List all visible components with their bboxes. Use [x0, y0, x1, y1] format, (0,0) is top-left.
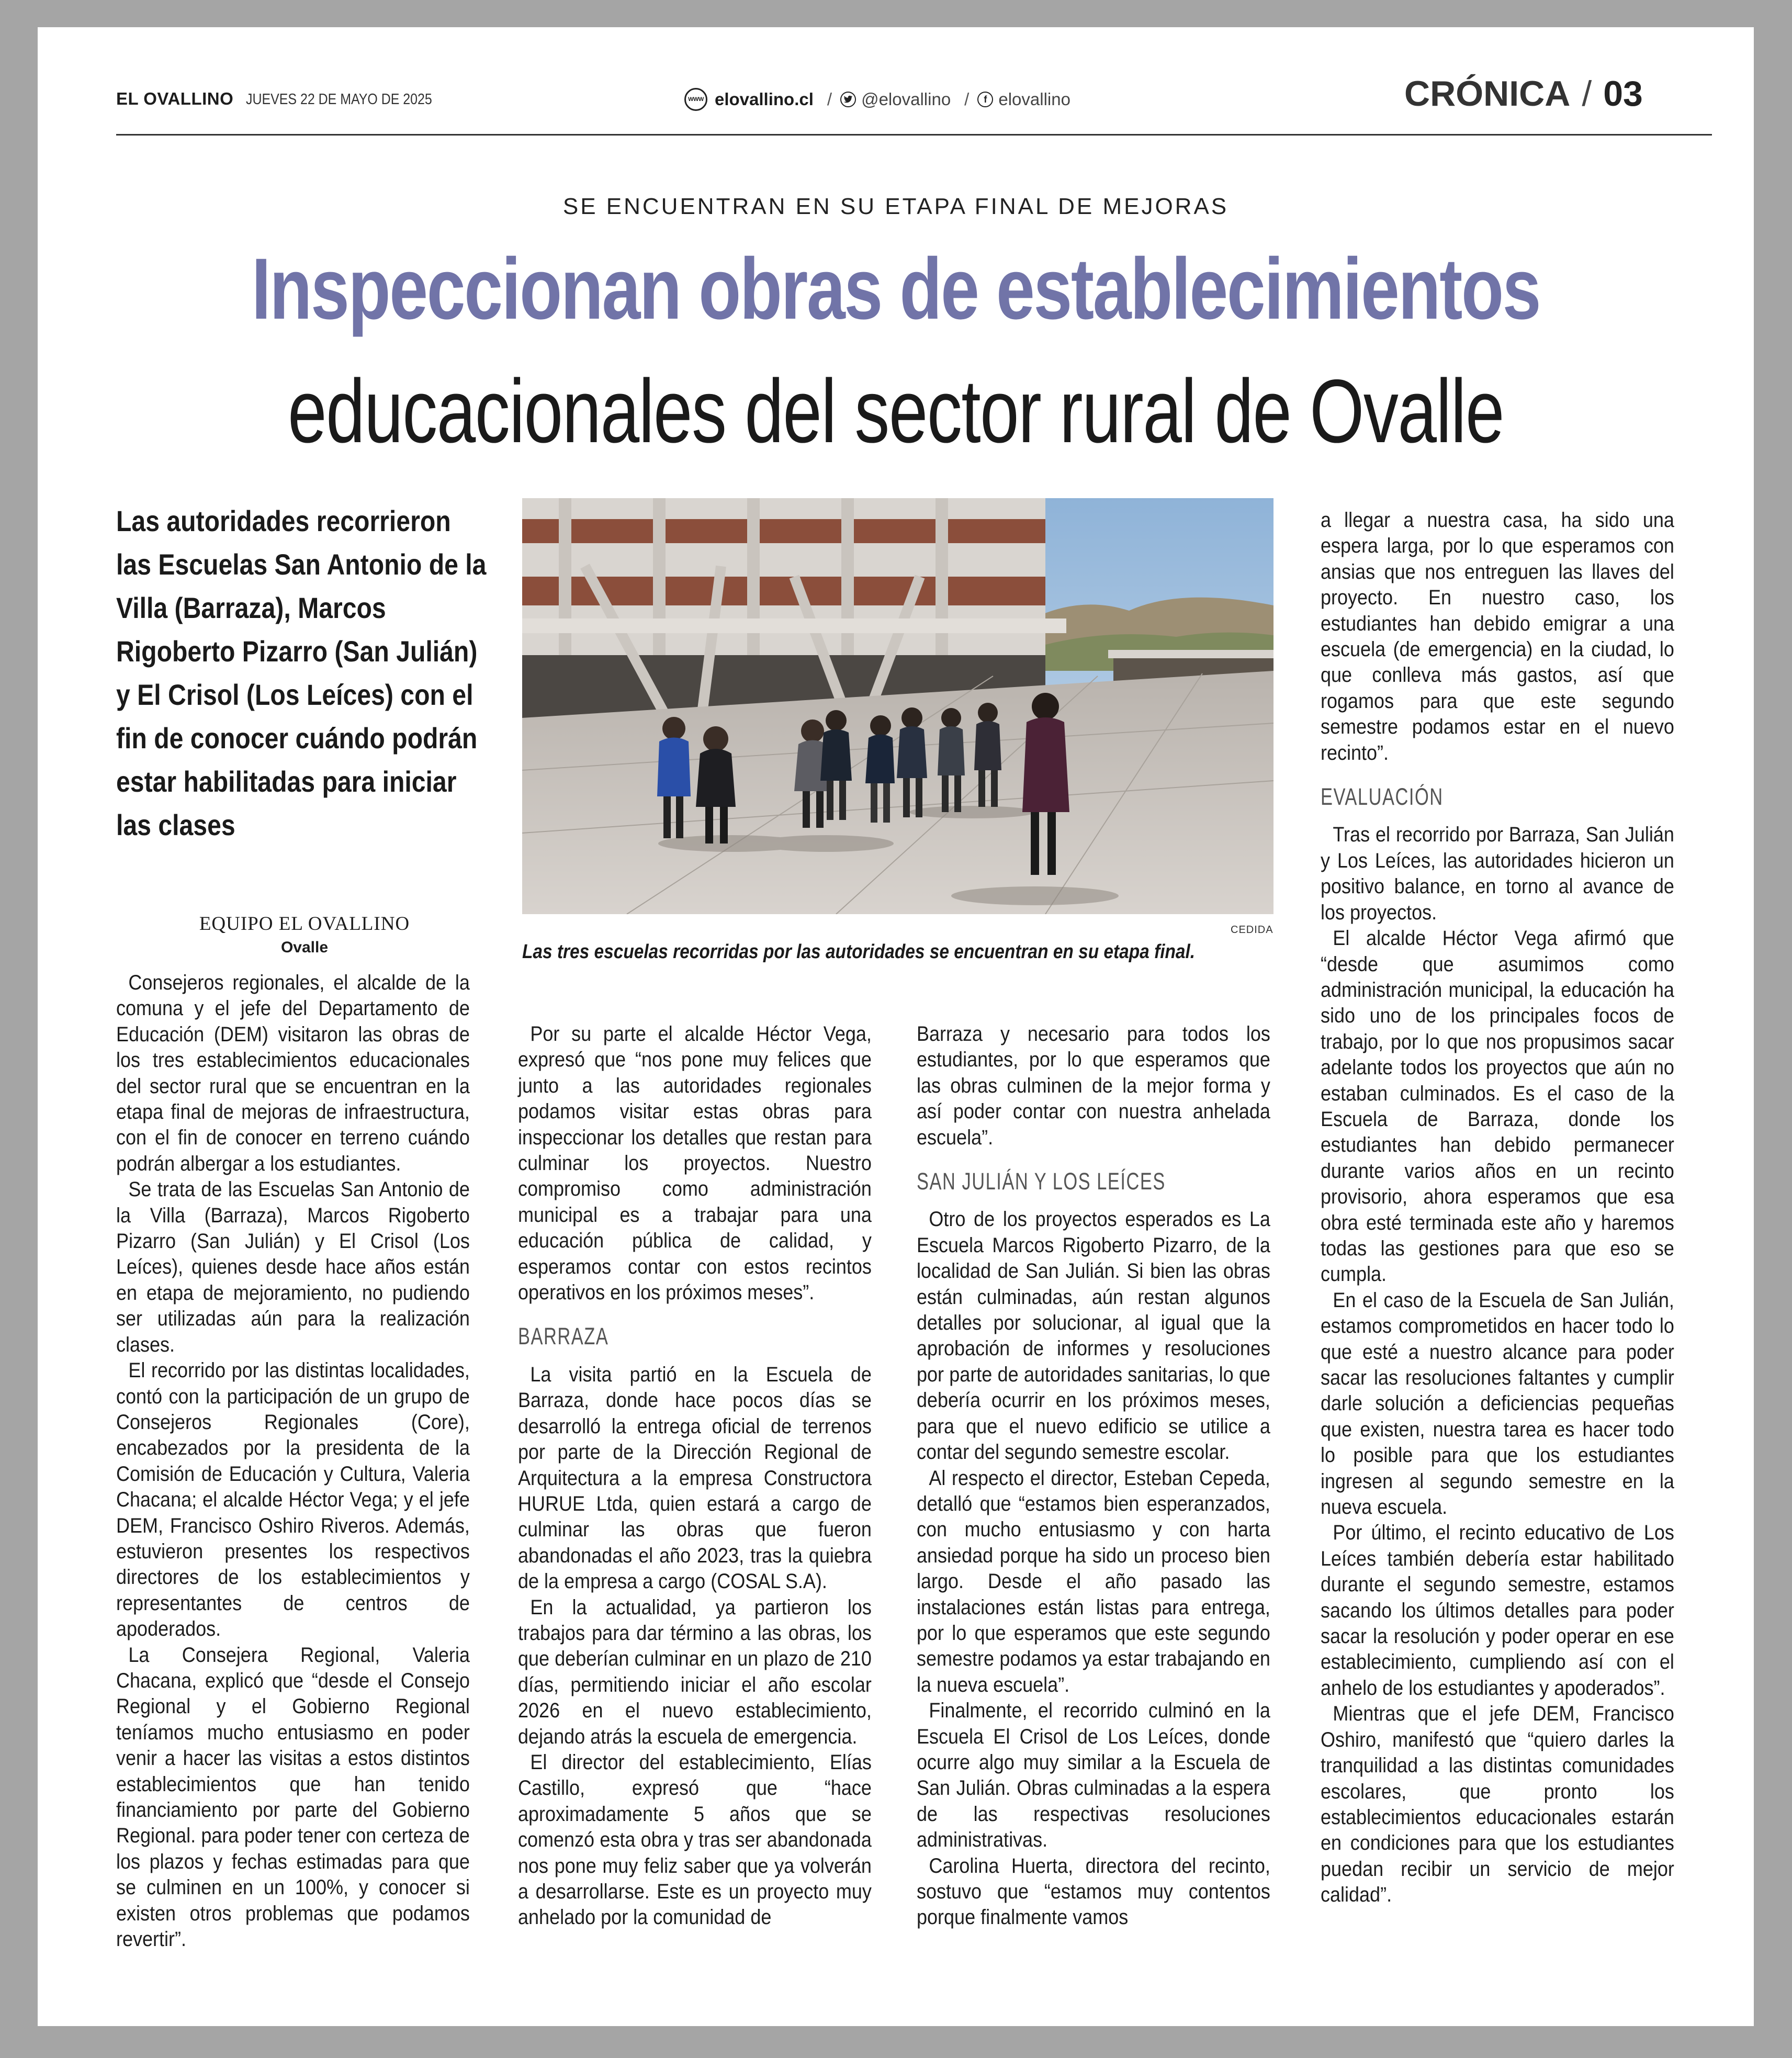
newspaper-brand: EL OVALLINO: [116, 89, 234, 108]
paragraph: En la actualidad, ya partieron los trabajos para dar término a las obras, los que deberían culminar en un plazo de 210 días, permitiendo iniciar el año escolar 2026 en el nuevo establecimiento, dejando atrás la escuela de emergencia.: [518, 1595, 872, 1748]
school-courtyard-illustration: [522, 498, 1273, 914]
separator: /: [827, 89, 832, 109]
byline: EQUIPO EL OVALLINO: [199, 913, 410, 935]
twitter-handle[interactable]: @elovallino: [861, 89, 951, 109]
photo-credit: CEDIDA: [1231, 924, 1273, 936]
paragraph: Se trata de las Escuelas San Antonio de la Villa (Barraza), Marcos Rigoberto Pizarro (San Julián) y El Crisol (Los Leíces), quienes desde hace años están en etapa de mejoramiento, no pudiendo ser utilizadas aún para la realización clases.: [116, 1178, 470, 1356]
paragraph: Tras el recorrido por Barraza, San Julián y Los Leíces, las autoridades hicieron un positivo balance, en torno al avance de los proyectos.: [1321, 823, 1674, 924]
paragraph: Por su parte el alcalde Héctor Vega, expresó que “nos pone muy felices que junto a las autoridades regionales podamos visitar estas obras para inspeccionar los detalles que restan para culminar los proyectos. Nuestro compromiso como administración municipal es a trabajar para una educación pública de calidad, y esperamos contar con estos recintos operativos en los próximos meses”.: [518, 1022, 872, 1304]
article-kicker: SE ENCUENTRAN EN SU ETAPA FINAL DE MEJORAS: [562, 194, 1229, 219]
headline-line-2: educacionales del sector rural de Ovalle: [288, 361, 1504, 462]
paragraph: El recorrido por las distintas localidades, contó con la participación de un grupo de Consejeros Regionales (Core), encabezados por la presidenta de la Comisión de Educación y Cultura, Valeria Chacana; el alcalde Héctor Vega; y el jefe DEM, Francisco Oshiro Riveros. Además, estuvieron presentes los respectivos directores de los establecimientos y representantes de centros de apoderados.: [116, 1359, 470, 1641]
page-number: 03: [1603, 74, 1643, 114]
text-column-3: [917, 1021, 1270, 1931]
facebook-handle[interactable]: elovallino: [998, 89, 1070, 109]
subheading-evaluacion: EVALUACIÓN: [1321, 783, 1444, 811]
paragraph: Finalmente, el recorrido culminó en la Escuela El Crisol de Los Leíces, donde ocurre algo muy similar a la Escuela de San Julián. Obras culminadas a la espera de las respectivas resoluciones administrativas.: [917, 1699, 1270, 1852]
subheading-barraza: BARRAZA: [518, 1323, 609, 1350]
paragraph: Barraza y necesario para todos los estudiantes, por lo que esperamos que las obras culminen de la mejor forma y así poder contar con nuestra anhelada escuela”.: [917, 1022, 1270, 1149]
website-link[interactable]: elovallino.cl: [715, 89, 814, 109]
article-lead: Las autoridades recorrieron las Escuelas San Antonio de la Villa (Barraza), Marcos Rigoberto Pizarro (San Julián) y El Crisol (Los Leíces) con el fin de conocer cuándo podrán estar habilitadas para iniciar las clases: [116, 504, 487, 841]
subheading-san-julian: SAN JULIÁN Y LOS LEÍCES: [917, 1168, 1166, 1195]
header-links: [684, 86, 1070, 113]
separator: /: [964, 89, 970, 109]
paragraph: Mientras que el jefe DEM, Francisco Oshiro, manifestó que “quiero darles la tranquilidad a las distintas comunidades escolares, que pronto los establecimientos educacionales estarán en condiciones para que los estudiantes puedan recibir un servicio de mejor calidad”.: [1321, 1702, 1674, 1907]
paragraph: La visita partió en la Escuela de Barraza, donde hace pocos días se desarrolló la entrega oficial de terrenos por parte de la Dirección Regional de Arquitectura a la empresa Constructora HURUE Ltda, quien estará a cargo de culminar las obras que fueron abandonadas el año 2023, tras la quiebra de la empresa a cargo (COSAL S.A).: [518, 1363, 872, 1593]
text-column-2: [518, 1021, 872, 1931]
text-column-4: [1321, 508, 1674, 1908]
paragraph: Otro de los proyectos esperados es La Escuela Marcos Rigoberto Pizarro, de la localidad de San Julián. Si bien las obras están culminadas, aún restan algunos detalles por solucionar, al igual que la aprobación de informes y resoluciones por parte de autoridades sanitarias, lo que debería ocurrir en los próximos meses, para que el nuevo edificio se utilice a contar del segundo semestre escolar.: [917, 1208, 1270, 1464]
facebook-icon: f: [977, 92, 993, 107]
paragraph: Carolina Huerta, directora del recinto, sostuvo que “estamos muy contentos porque finalmente vamos: [917, 1854, 1270, 1929]
issue-date: JUEVES 22 DE MAYO DE 2025: [246, 91, 432, 108]
twitter-icon: [840, 92, 856, 107]
paragraph: El alcalde Héctor Vega afirmó que “desde que asumimos como administración municipal, la educación ha sido uno de los principales focos de trabajo, por lo que nos propusimos sacar adelante todos los proyectos que aún no estaban culminados. Es el caso de la Escuela de Barraza, donde los estudiantes han debido permanecer durante varios años en un recinto provisorio, ahora esperamos que esa obra esté terminada este año y haremos todas las gestiones para que eso se cumpla.: [1321, 927, 1674, 1286]
www-icon: WWW: [684, 88, 707, 111]
article-photo: [522, 498, 1273, 914]
headline-line-1: Inspeccionan obras de establecimientos: [251, 241, 1540, 338]
paragraph: La Consejera Regional, Valeria Chacana, explicó que “desde el Consejo Regional y el Gobierno Regional teníamos mucho entusiasmo en poder venir a hacer las visitas a estos distintos establecimientos que han tenido financiamiento por parte del Gobierno Regional. para poder tener con certeza de los plazos y fechas estimadas para que se culminen en un 100%, y conocer si existen otros problemas que podamos revertir”.: [116, 1643, 470, 1951]
photo-caption: Las tres escuelas recorridas por las autoridades se encuentran en su etapa final.: [522, 941, 1196, 963]
newspaper-page: [38, 27, 1754, 2026]
paragraph: Por último, el recinto educativo de Los Leíces también debería estar habilitado durante el segundo semestre, estamos sacando los últimos detalles para poder sacar la resolución y poder operar en ese establecimiento, cumpliendo así con el anhelo de los estudiantes y apoderados”.: [1321, 1521, 1674, 1700]
paragraph: Consejeros regionales, el alcalde de la comuna y el jefe del Departamento de Educación (DEM) visitaron las obras de los tres establecimientos educacionales del sector rural que se encuentran en la etapa final de mejoras de infraestructura, con el fin de conocer en terreno cuándo podrán albergar a los estudiantes.: [116, 971, 470, 1175]
text-column-1: [116, 970, 470, 1952]
paragraph: Al respecto el director, Esteban Cepeda, detalló que “estamos bien esperanzados, con mucho entusiasmo y con harta ansiedad porque ha sido un proceso bien largo. Desde el año pasado las instalaciones están listas para entrega, por lo que esperamos que este segundo semestre podamos ya estar trabajando en la nueva escuela”.: [917, 1466, 1270, 1696]
paragraph: a llegar a nuestra casa, ha sido una espera larga, por lo que esperamos con ansias que nos entreguen las llaves del proyecto. En nuestro caso, los estudiantes han debido emigrar a una escuela (de emergencia) en la ciudad, lo que conlleva más gastos, así que rogamos para que este segundo semestre podamos estar en el nuevo recinto”.: [1321, 509, 1674, 764]
separator: /: [1582, 74, 1592, 114]
section-name: CRÓNICA: [1404, 74, 1571, 114]
header-divider: [116, 134, 1712, 136]
dateline: Ovalle: [280, 939, 329, 956]
paragraph: El director del establecimiento, Elías Castillo, expresó que “hace aproximadamente 5 años que se comenzó esta obra y tras ser abandonada nos pone muy feliz saber que ya volverán a desarrollarse. Este es un proyecto muy anhelado por la comunidad de: [518, 1750, 872, 1929]
paragraph: En el caso de la Escuela de San Julián, estamos comprometidos en hacer todo lo que esté a nuestro alcance para poder sacar las resoluciones faltantes y cumplir darle solución a deficiencias pequeñas que existen, nuestra tarea es hacer todo lo posible para que los estudiantes ingresen al segundo semestre en la nueva escuela.: [1321, 1288, 1674, 1519]
section-label: [1404, 73, 1643, 114]
